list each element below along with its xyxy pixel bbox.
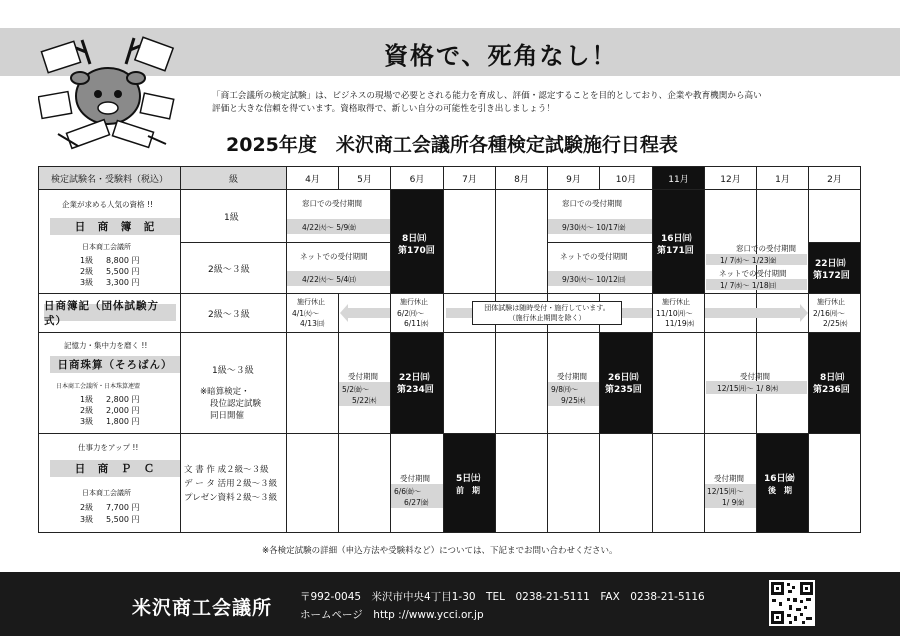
pc-exam-jan-date: 16日㈮ bbox=[764, 474, 795, 484]
header-month-aug: 8月 bbox=[495, 166, 548, 190]
shuzan-exam-jun-date: 22日㈰ bbox=[399, 373, 430, 383]
boki-exam-jun-round: 第170回 bbox=[398, 246, 435, 256]
boki-net-label-autumn: ネットでの受付期間 bbox=[560, 252, 628, 261]
boki-net-autumn-cell bbox=[547, 242, 653, 294]
dantai-grade: 2級～３級 bbox=[208, 310, 250, 320]
boki-window-dates-winter: 1/ 7㈬～ 1/23㈮ bbox=[720, 256, 777, 265]
shuzan-reception-may: 受付期間 bbox=[348, 372, 378, 381]
header-month-sep: 9月 bbox=[547, 166, 600, 190]
shuzan-fee-title: 日本商工会議所・日本珠算連盟 bbox=[56, 383, 141, 390]
intro-text bbox=[212, 90, 812, 115]
shuzan-fee-grade-3: 3級 bbox=[80, 417, 94, 426]
header-month-feb: 2月 bbox=[808, 166, 861, 190]
pc-apr-cell bbox=[286, 433, 339, 533]
pc-grade-1: 文 書 作 成２級～３級 bbox=[184, 465, 269, 475]
header-month-nov: 11月 bbox=[652, 166, 705, 190]
boki-exam-jun-date: 8日㈰ bbox=[402, 234, 427, 244]
boki-jul-cell bbox=[443, 189, 496, 294]
pc-aug-cell bbox=[495, 433, 548, 533]
dantai-pause-1-start: 4/1㈫～ bbox=[292, 309, 320, 318]
boki-window-dates-autumn: 9/30㈫～ 10/17㈮ bbox=[562, 223, 626, 232]
shuzan-jul-cell bbox=[443, 332, 496, 434]
dantai-pause-label-1: 施行休止 bbox=[297, 298, 325, 306]
header-month-apr: 4月 bbox=[286, 166, 339, 190]
boki-net-label-spring: ネットでの受付期間 bbox=[300, 252, 368, 261]
dantai-notice-line-2: （施行休止期間を除く） bbox=[508, 314, 586, 322]
shuzan-fee-price-2: 2,000 円 bbox=[106, 406, 140, 415]
shuzan-note-2: 段位認定試験 bbox=[210, 399, 262, 409]
intro-line-2: 評価と大きな信頼を得ています。資格取得で、新しい自分の可能性を引き出しましょう！ bbox=[212, 103, 555, 114]
pc-label: 日 商 Ｐ Ｃ bbox=[50, 460, 180, 477]
dantai-pause-4-end: 2/25㈬ bbox=[823, 319, 848, 328]
boki-fee-grade-2: 2級 bbox=[80, 267, 94, 276]
pc-fee-title: 日本商工会議所 bbox=[82, 489, 131, 497]
boki-fee-price-3: 3,300 円 bbox=[106, 278, 140, 287]
header-grade: 級 bbox=[180, 166, 287, 190]
deer-mascot-illustration bbox=[38, 34, 178, 152]
footer-homepage[interactable]: ホームページ http ://www.ycci.or.jp bbox=[300, 609, 484, 621]
header-month-oct: 10月 bbox=[599, 166, 653, 190]
pc-exam-jul-term: 前 期 bbox=[456, 486, 480, 495]
pc-range-jun-start: 6/6㈮～ bbox=[394, 487, 422, 496]
dantai-arrow-3 bbox=[705, 308, 800, 318]
shuzan-reception-dec: 受付期間 bbox=[740, 372, 770, 381]
boki-fee-price-2: 5,500 円 bbox=[106, 267, 140, 276]
boki-fee-grade-3: 3級 bbox=[80, 278, 94, 287]
pc-tagline: 仕事力をアップ !! bbox=[78, 443, 139, 452]
pc-nov-cell bbox=[652, 433, 705, 533]
shuzan-aug-cell bbox=[495, 332, 548, 434]
boki-grade1: 1級 bbox=[224, 213, 239, 223]
inquiry-note: ※各検定試験の詳細（申込方法や受験料など）については、下記までお問い合わせください。 bbox=[262, 546, 618, 556]
dantai-pause-2-start: 6/2㈪～ bbox=[397, 309, 425, 318]
shuzan-range-may-start: 5/2㈮～ bbox=[342, 385, 370, 394]
intro-line-1: 「商工会議所の検定試験」は、ビジネスの現場で必要とされる能力を育成し、評価・認定することを目的としており、企業や教育機関から高い bbox=[212, 91, 762, 101]
boki-tagline: 企業が求める人気の資格 !! bbox=[62, 200, 153, 209]
schedule-heading: 2025年度 米沢商工会議所各種検定試験施行日程表 bbox=[226, 134, 678, 156]
pc-grade-2: デ ー タ 活用２級～３級 bbox=[184, 479, 278, 489]
pc-oct-cell bbox=[599, 433, 653, 533]
shuzan-range-sep-start: 9/8㈪～ bbox=[551, 385, 579, 394]
pc-fee-price-2: 5,500 円 bbox=[106, 515, 140, 524]
boki-exam-feb-date: 22日㈰ bbox=[815, 259, 846, 269]
footer-address: 〒992-0045 米沢市中央4丁目1-30 TEL 0238-21-5111 FAX 0238-21-5116 bbox=[300, 591, 705, 603]
pc-fee-grade-1: 2級 bbox=[80, 503, 94, 512]
shuzan-tagline: 記憶力・集中力を磨く !! bbox=[64, 341, 148, 350]
dantai-pause-1-end: 4/13㈰ bbox=[300, 319, 325, 328]
header-month-jul: 7月 bbox=[443, 166, 496, 190]
boki-net-label-winter: ネットでの受付期間 bbox=[719, 269, 787, 278]
shuzan-exam-feb-round: 第236回 bbox=[813, 385, 850, 395]
shuzan-apr-cell bbox=[286, 332, 339, 434]
boki-fee-title: 日本商工会議所 bbox=[82, 243, 131, 251]
dantai-arrow-1 bbox=[348, 308, 390, 318]
pc-reception-dec: 受付期間 bbox=[714, 474, 744, 483]
qr-code-icon[interactable] bbox=[769, 580, 815, 626]
pc-range-dec-end: 1/ 9㈮ bbox=[722, 498, 744, 507]
shuzan-fee-price-1: 2,800 円 bbox=[106, 395, 140, 404]
dantai-pause-3-end: 11/19㈬ bbox=[665, 319, 695, 328]
boki-window-dates-spring: 4/22㈫～ 5/9㈮ bbox=[302, 223, 356, 232]
dantai-pause-label-2: 施行休止 bbox=[400, 298, 428, 306]
shuzan-reception-sep: 受付期間 bbox=[557, 372, 587, 381]
pc-range-dec-start: 12/15㈪～ bbox=[707, 487, 744, 496]
pc-may-cell bbox=[338, 433, 391, 533]
pc-feb-cell bbox=[808, 433, 861, 533]
boki-label: 日 商 簿 記 bbox=[50, 218, 180, 235]
pc-fee-grade-2: 3級 bbox=[80, 515, 94, 524]
boki-exam-nov-date: 16日㈰ bbox=[661, 234, 692, 244]
boki-net-dates-autumn: 9/30㈫～ 10/12㈰ bbox=[562, 275, 626, 284]
shuzan-fee-grade-2: 2級 bbox=[80, 406, 94, 415]
dantai-notice bbox=[472, 301, 622, 325]
shuzan-note-1: ※暗算検定・ bbox=[200, 387, 250, 397]
dantai-pause-3-start: 11/10㈪～ bbox=[656, 309, 693, 318]
shuzan-exam-jun-round: 第234回 bbox=[397, 385, 434, 395]
header-month-may: 5月 bbox=[338, 166, 391, 190]
pc-reception-jun: 受付期間 bbox=[400, 474, 430, 483]
boki-grade23: 2級～３級 bbox=[208, 265, 250, 275]
shuzan-note-3: 同日開催 bbox=[210, 411, 245, 421]
shuzan-nov-cell bbox=[652, 332, 705, 434]
dantai-label: 日商簿記（団体試験方式） bbox=[44, 304, 176, 321]
shuzan-fee-grade-1: 1級 bbox=[80, 395, 94, 404]
boki-fee-price-1: 8,800 円 bbox=[106, 256, 140, 265]
dantai-pause-label-3: 施行休止 bbox=[662, 298, 690, 306]
shuzan-label: 日商珠算（そろばん） bbox=[50, 356, 180, 373]
pc-fee-price-1: 7,700 円 bbox=[106, 503, 140, 512]
header-month-jun: 6月 bbox=[390, 166, 444, 190]
boki-feb-top-cell bbox=[808, 189, 861, 243]
boki-aug-cell bbox=[495, 189, 548, 294]
footer-org-name: 米沢商工会議所 bbox=[132, 597, 273, 619]
header-month-jan: 1月 bbox=[756, 166, 809, 190]
boki-exam-feb-round: 第172回 bbox=[813, 271, 850, 281]
pc-sep-cell bbox=[547, 433, 600, 533]
shuzan-range-sep-end: 9/25㈭ bbox=[561, 396, 586, 405]
dantai-notice-line-1: 団体試験は随時受付・施行しています。 bbox=[484, 304, 610, 312]
boki-window-label-autumn: 窓口での受付期間 bbox=[562, 199, 622, 208]
boki-window-label-winter: 窓口での受付期間 bbox=[736, 244, 796, 253]
boki-exam-nov-round: 第171回 bbox=[657, 246, 694, 256]
shuzan-range-dec: 12/15㈪～ 1/ 8㈭ bbox=[717, 384, 778, 393]
boki-net-spring-cell bbox=[286, 242, 391, 294]
pc-grade-3: プレゼン資料２級～３級 bbox=[184, 493, 278, 503]
shuzan-exam-oct-round: 第235回 bbox=[605, 385, 642, 395]
shuzan-fee-price-3: 1,800 円 bbox=[106, 417, 140, 426]
shuzan-range-may-end: 5/22㈭ bbox=[352, 396, 377, 405]
boki-net-dates-winter: 1/ 7㈬～ 1/18㈰ bbox=[720, 281, 777, 290]
banner-title: 資格で、死角なし！ bbox=[384, 42, 618, 70]
pc-range-jun-end: 6/27㈮ bbox=[404, 498, 429, 507]
dantai-pause-label-4: 施行休止 bbox=[817, 298, 845, 306]
dantai-pause-2-end: 6/11㈬ bbox=[404, 319, 429, 328]
boki-net-dates-spring: 4/22㈫～ 5/4㈰ bbox=[302, 275, 356, 284]
pc-exam-jan-term: 後 期 bbox=[768, 486, 792, 495]
dantai-pause-4-start: 2/16㈪～ bbox=[813, 309, 845, 318]
shuzan-exam-oct-date: 26日㈰ bbox=[608, 373, 639, 383]
header-exam-name: 検定試験名・受験料（税込） bbox=[38, 166, 181, 190]
pc-exam-jul-date: 5日㈯ bbox=[456, 474, 481, 484]
boki-window-label-spring: 窓口での受付期間 bbox=[302, 199, 362, 208]
header-month-dec: 12月 bbox=[704, 166, 757, 190]
shuzan-grade: 1級～３級 bbox=[212, 366, 254, 376]
shuzan-exam-feb-date: 8日㈰ bbox=[820, 373, 845, 383]
boki-fee-grade-1: 1級 bbox=[80, 256, 94, 265]
